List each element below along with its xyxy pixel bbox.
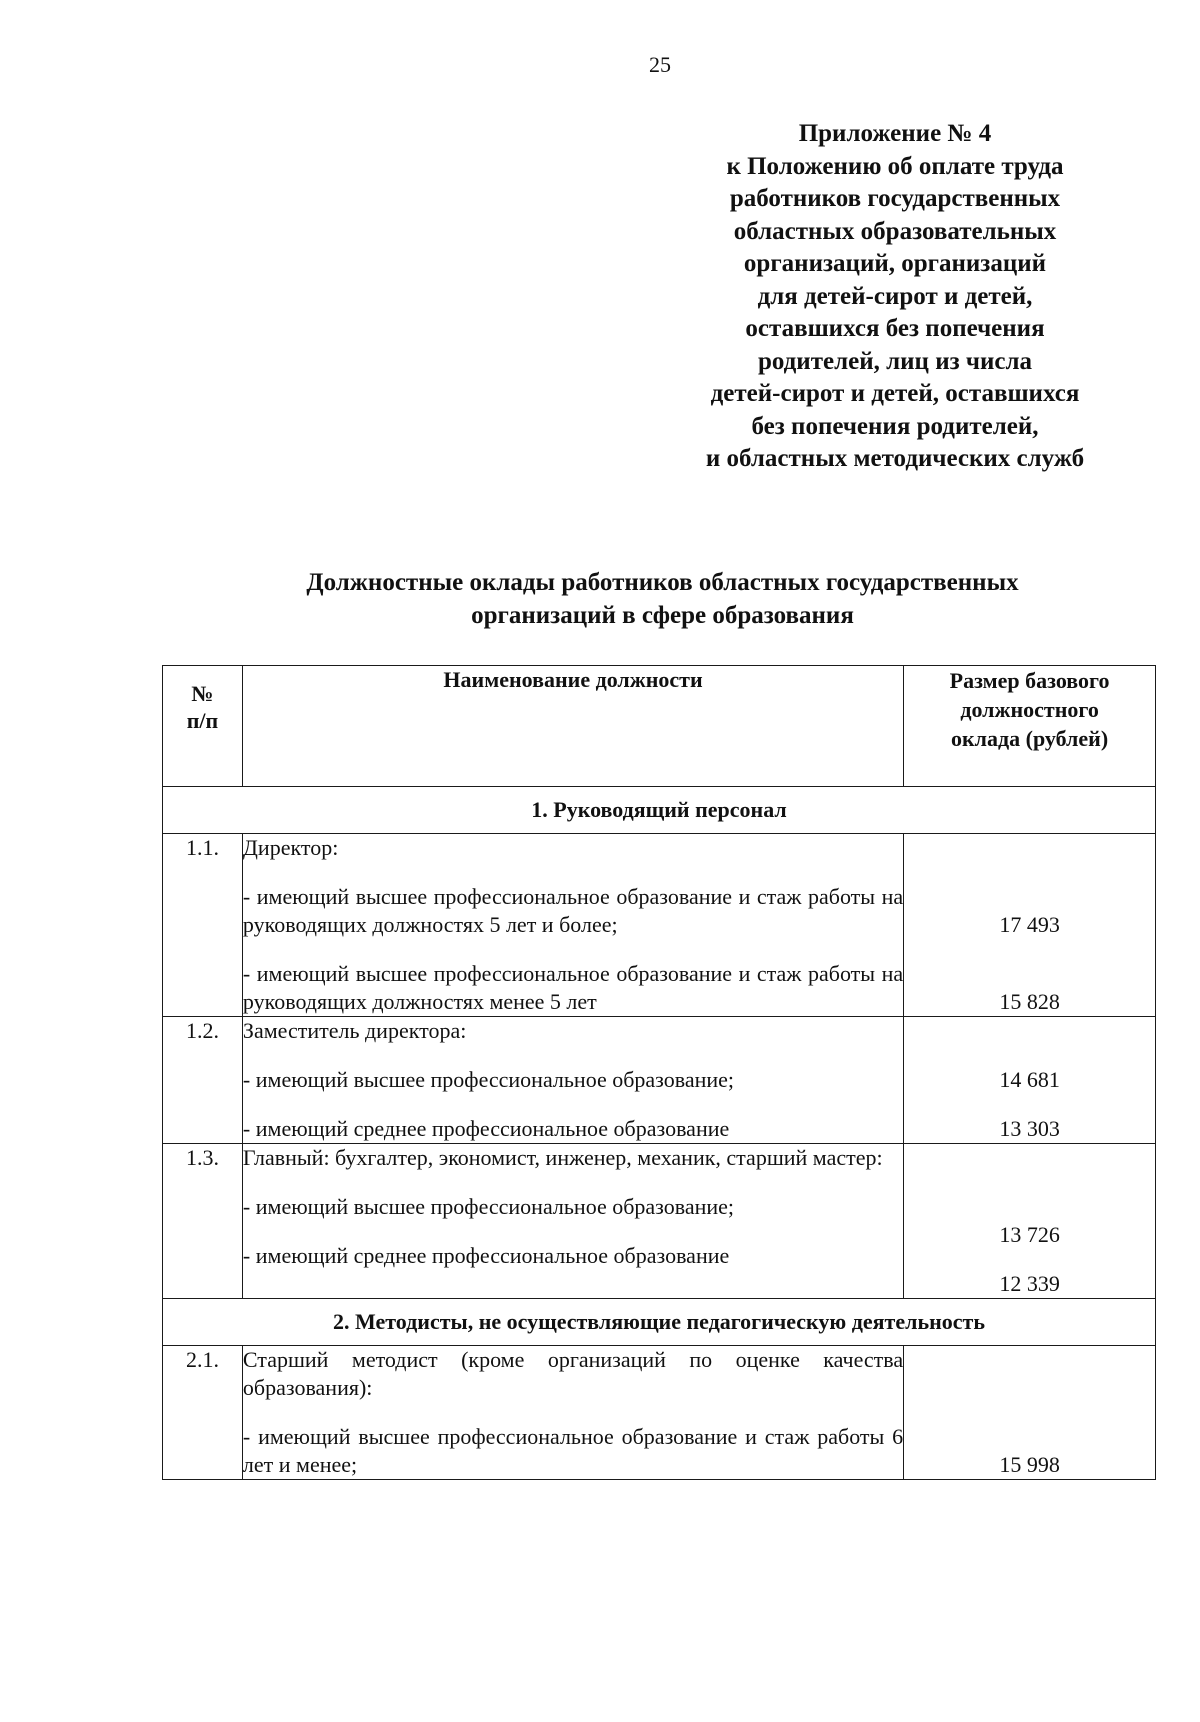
position-cell (242, 1144, 903, 1299)
appendix-line: и областных методических служб (705, 445, 1085, 472)
appendix-line: для детей-сирот и детей, (757, 282, 1033, 310)
appendix-line: оставшихся без попечения (745, 315, 1045, 342)
section-title: 1. Руководящий персонал (163, 787, 1156, 834)
table-row (163, 1346, 1156, 1480)
position-condition: - имеющий среднее профессиональное образование (242, 1243, 730, 1268)
appendix-line: областных образовательных (733, 217, 1057, 245)
appendix-line: работников государственных (729, 185, 1061, 212)
table-row (163, 1017, 1156, 1144)
position-title: Главный: бухгалтер, экономист, инженер, механик, старший мастер: (242, 1145, 883, 1170)
salary-value: 15 998 (999, 1452, 1060, 1477)
header-base-salary: Размер базового должностного оклада (рублей) (904, 666, 1156, 787)
salary-value: 13 726 (999, 1222, 1060, 1247)
appendix-line: родителей, лиц из числа (757, 347, 1033, 375)
document-title (150, 566, 1175, 632)
header-number: № п/п (163, 666, 243, 787)
appendix-line: организаций, организаций (743, 250, 1047, 277)
position-cell (242, 1346, 903, 1480)
position-title: Директор: (242, 835, 339, 860)
position-title: Старший методист (кроме организаций по оценке качества образования): (242, 1347, 904, 1400)
section-row (163, 787, 1156, 834)
position-condition: - имеющий высшее профессиональное образование и стаж работы на руководящих должностях 5 лет и более; (242, 884, 904, 937)
document-title-line: организаций в сфере образования (471, 602, 854, 629)
salary-cell (904, 1144, 1156, 1299)
position-cell (242, 834, 903, 1017)
row-number: 1.1. (163, 834, 243, 1017)
salary-value: 12 339 (999, 1271, 1060, 1296)
salary-value: 13 303 (999, 1116, 1060, 1141)
salary-cell (904, 1346, 1156, 1480)
appendix-line: без попечения родителей, (751, 412, 1039, 440)
appendix-reference (655, 118, 1135, 476)
position-condition: - имеющий высшее профессиональное образование; (242, 1067, 735, 1092)
salary-value: 14 681 (999, 1067, 1060, 1092)
header-position-name: Наименование должности (242, 666, 903, 787)
page-number: 25 (649, 52, 671, 77)
position-condition: - имеющий высшее профессиональное образование; (242, 1194, 735, 1219)
position-title: Заместитель директора: (242, 1018, 467, 1043)
row-number: 1.3. (163, 1144, 243, 1299)
document-title-line: Должностные оклады работников областных государственных (306, 569, 1019, 596)
appendix-line: детей-сирот и детей, оставшихся (710, 380, 1080, 407)
position-cell (242, 1017, 903, 1144)
row-number: 1.2. (163, 1017, 243, 1144)
row-number: 2.1. (163, 1346, 243, 1480)
salary-cell (904, 1017, 1156, 1144)
salary-value: 17 493 (999, 912, 1060, 937)
section-row (163, 1299, 1156, 1346)
position-condition: - имеющий среднее профессиональное образование (242, 1116, 730, 1141)
appendix-line: к Положению об оплате труда (726, 152, 1064, 180)
position-condition: - имеющий высшее профессиональное образование и стаж работы на руководящих должностях менее 5 лет (242, 961, 904, 1014)
table-row (163, 834, 1156, 1017)
table-row (163, 1144, 1156, 1299)
section-title: 2. Методисты, не осуществляющие педагогическую деятельность (163, 1299, 1156, 1346)
salary-value: 15 828 (999, 989, 1060, 1014)
salary-table (162, 665, 1156, 1480)
position-condition: - имеющий высшее профессиональное образование и стаж работы 6 лет и менее; (242, 1424, 904, 1477)
table-header-row (163, 666, 1156, 787)
salary-cell (904, 834, 1156, 1017)
appendix-line: Приложение № 4 (798, 120, 992, 147)
